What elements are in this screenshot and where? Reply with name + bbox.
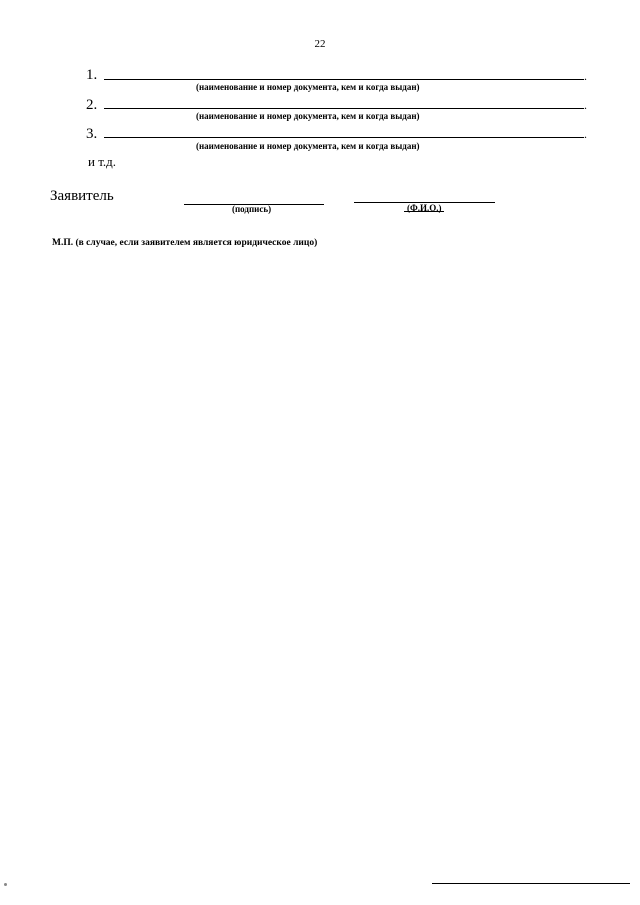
document-3-caption: (наименование и номер документа, кем и когда выдан)	[196, 141, 420, 151]
page-number: 22	[314, 38, 326, 50]
document-2-terminator: .	[584, 98, 587, 112]
document-2-caption: (наименование и номер документа, кем и когда выдан)	[196, 111, 420, 121]
full-name-underline	[404, 211, 444, 212]
stamp-note: М.П. (в случае, если заявителем является юридическое лицо)	[52, 238, 318, 248]
document-3-number: 3.	[86, 126, 98, 142]
document-3-terminator: .	[584, 127, 587, 141]
document-1-terminator: .	[584, 69, 587, 83]
document-1-number: 1.	[86, 67, 98, 83]
document-1-caption: (наименование и номер документа, кем и когда выдан)	[196, 82, 420, 92]
document-2-fill-line	[104, 108, 584, 109]
document-1-fill-line	[104, 79, 584, 80]
signature-caption: (подпись)	[232, 204, 272, 214]
full-name-caption: (Ф.И.О.)	[407, 203, 442, 213]
applicant-label: Заявитель	[50, 188, 114, 204]
footer-rule	[432, 883, 630, 884]
document-3-fill-line	[104, 137, 584, 138]
etc-label: и т.д.	[88, 154, 117, 169]
scan-mark	[4, 883, 7, 886]
document-2-number: 2.	[86, 97, 98, 113]
